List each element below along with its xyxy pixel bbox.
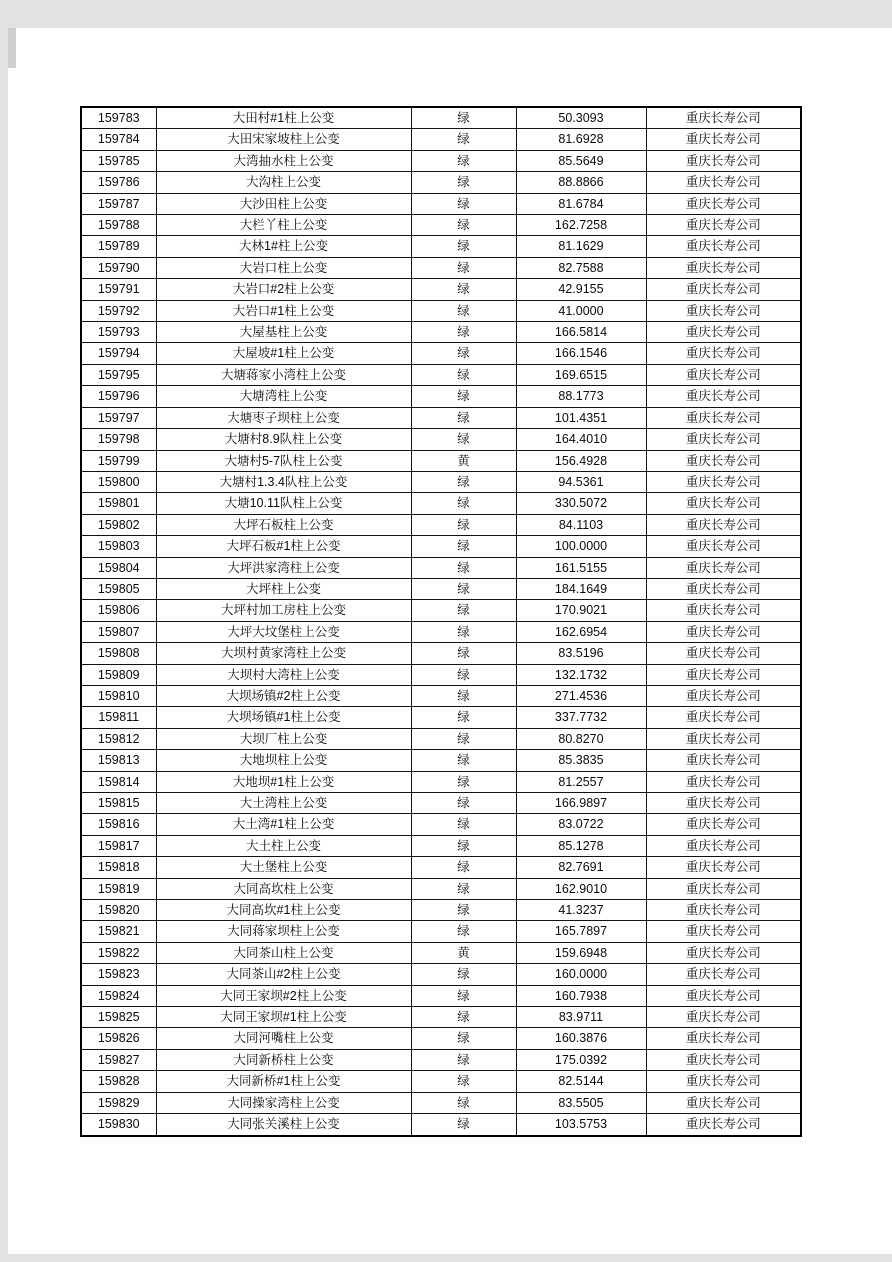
cell-id: 159788 — [81, 215, 156, 236]
cell-status: 绿 — [411, 1028, 516, 1049]
cell-status: 绿 — [411, 643, 516, 664]
cell-status: 绿 — [411, 964, 516, 985]
cell-name: 大塘枣子坝柱上公变 — [156, 407, 411, 428]
cell-name: 大同河嘴柱上公变 — [156, 1028, 411, 1049]
cell-value: 94.5361 — [516, 471, 646, 492]
cell-name: 大塘蒋家小湾柱上公变 — [156, 364, 411, 385]
table-row — [81, 857, 801, 878]
cell-status: 绿 — [411, 578, 516, 599]
cell-name: 大同蒋家坝柱上公变 — [156, 921, 411, 942]
cell-name: 大同新桥#1柱上公变 — [156, 1071, 411, 1092]
cell-id: 159794 — [81, 343, 156, 364]
cell-name: 大塘村8.9队柱上公变 — [156, 429, 411, 450]
cell-status: 绿 — [411, 279, 516, 300]
page-edge-shade — [8, 28, 16, 68]
cell-name: 大湾抽水柱上公变 — [156, 150, 411, 171]
cell-value: 81.6784 — [516, 193, 646, 214]
cell-company: 重庆长寿公司 — [646, 750, 801, 771]
cell-company: 重庆长寿公司 — [646, 942, 801, 963]
cell-status: 绿 — [411, 664, 516, 685]
cell-status: 绿 — [411, 1007, 516, 1028]
cell-id: 159805 — [81, 578, 156, 599]
cell-value: 175.0392 — [516, 1049, 646, 1070]
cell-id: 159787 — [81, 193, 156, 214]
cell-name: 大土湾柱上公变 — [156, 793, 411, 814]
table-row — [81, 557, 801, 578]
cell-name: 大坪洪家湾柱上公变 — [156, 557, 411, 578]
cell-name: 大坝场镇#1柱上公变 — [156, 707, 411, 728]
cell-name: 大栏丫柱上公变 — [156, 215, 411, 236]
cell-name: 大岩口#2柱上公变 — [156, 279, 411, 300]
cell-id: 159786 — [81, 172, 156, 193]
cell-id: 159818 — [81, 857, 156, 878]
cell-value: 83.5196 — [516, 643, 646, 664]
cell-name: 大沙田柱上公变 — [156, 193, 411, 214]
cell-value: 81.6928 — [516, 129, 646, 150]
table-row — [81, 536, 801, 557]
cell-name: 大同高坎#1柱上公变 — [156, 900, 411, 921]
cell-status: 绿 — [411, 1092, 516, 1113]
table-row — [81, 835, 801, 856]
cell-id: 159804 — [81, 557, 156, 578]
table-row — [81, 493, 801, 514]
cell-status: 绿 — [411, 172, 516, 193]
table-row — [81, 1071, 801, 1092]
table-row — [81, 172, 801, 193]
table-row — [81, 621, 801, 642]
cell-company: 重庆长寿公司 — [646, 493, 801, 514]
cell-name: 大林1#柱上公变 — [156, 236, 411, 257]
cell-value: 80.8270 — [516, 728, 646, 749]
table-row — [81, 814, 801, 835]
cell-value: 165.7897 — [516, 921, 646, 942]
table-row — [81, 300, 801, 321]
cell-company: 重庆长寿公司 — [646, 685, 801, 706]
cell-value: 162.9010 — [516, 878, 646, 899]
cell-status: 绿 — [411, 193, 516, 214]
cell-value: 83.0722 — [516, 814, 646, 835]
table-row — [81, 279, 801, 300]
table-row — [81, 964, 801, 985]
cell-name: 大土柱上公变 — [156, 835, 411, 856]
cell-company: 重庆长寿公司 — [646, 279, 801, 300]
cell-status: 绿 — [411, 750, 516, 771]
cell-company: 重庆长寿公司 — [646, 215, 801, 236]
transformer-table — [80, 106, 802, 1137]
cell-name: 大坝村黄家湾柱上公变 — [156, 643, 411, 664]
cell-status: 绿 — [411, 921, 516, 942]
cell-name: 大同王家坝#2柱上公变 — [156, 985, 411, 1006]
cell-value: 169.6515 — [516, 364, 646, 385]
cell-status: 绿 — [411, 322, 516, 343]
cell-status: 绿 — [411, 835, 516, 856]
table-row — [81, 985, 801, 1006]
cell-status: 绿 — [411, 536, 516, 557]
cell-company: 重庆长寿公司 — [646, 193, 801, 214]
cell-id: 159797 — [81, 407, 156, 428]
cell-name: 大岩口#1柱上公变 — [156, 300, 411, 321]
cell-name: 大同茶山柱上公变 — [156, 942, 411, 963]
cell-company: 重庆长寿公司 — [646, 857, 801, 878]
cell-name: 大田村#1柱上公变 — [156, 107, 411, 129]
cell-id: 159825 — [81, 1007, 156, 1028]
table-row — [81, 322, 801, 343]
cell-id: 159783 — [81, 107, 156, 129]
cell-status: 绿 — [411, 600, 516, 621]
cell-status: 绿 — [411, 514, 516, 535]
cell-value: 164.4010 — [516, 429, 646, 450]
cell-id: 159823 — [81, 964, 156, 985]
cell-company: 重庆长寿公司 — [646, 643, 801, 664]
cell-id: 159807 — [81, 621, 156, 642]
cell-status: 绿 — [411, 129, 516, 150]
cell-name: 大坪石板柱上公变 — [156, 514, 411, 535]
cell-value: 50.3093 — [516, 107, 646, 129]
cell-name: 大坪村加工房柱上公变 — [156, 600, 411, 621]
cell-status: 绿 — [411, 707, 516, 728]
cell-value: 41.0000 — [516, 300, 646, 321]
table-row — [81, 1114, 801, 1136]
cell-id: 159809 — [81, 664, 156, 685]
cell-company: 重庆长寿公司 — [646, 536, 801, 557]
cell-company: 重庆长寿公司 — [646, 322, 801, 343]
cell-id: 159812 — [81, 728, 156, 749]
cell-company: 重庆长寿公司 — [646, 1028, 801, 1049]
cell-value: 330.5072 — [516, 493, 646, 514]
table-row — [81, 900, 801, 921]
table-row — [81, 386, 801, 407]
cell-id: 159784 — [81, 129, 156, 150]
cell-company: 重庆长寿公司 — [646, 107, 801, 129]
cell-id: 159806 — [81, 600, 156, 621]
cell-value: 83.5505 — [516, 1092, 646, 1113]
table-row — [81, 685, 801, 706]
cell-status: 绿 — [411, 814, 516, 835]
table-row — [81, 429, 801, 450]
cell-name: 大屋基柱上公变 — [156, 322, 411, 343]
cell-company: 重庆长寿公司 — [646, 985, 801, 1006]
cell-id: 159819 — [81, 878, 156, 899]
cell-id: 159816 — [81, 814, 156, 835]
table-row — [81, 600, 801, 621]
cell-company: 重庆长寿公司 — [646, 835, 801, 856]
table-row — [81, 578, 801, 599]
cell-name: 大塘村1.3.4队柱上公变 — [156, 471, 411, 492]
cell-id: 159822 — [81, 942, 156, 963]
cell-company: 重庆长寿公司 — [646, 471, 801, 492]
cell-name: 大坪石板#1柱上公变 — [156, 536, 411, 557]
table-row — [81, 514, 801, 535]
cell-id: 159810 — [81, 685, 156, 706]
table-row — [81, 236, 801, 257]
cell-status: 绿 — [411, 793, 516, 814]
cell-value: 81.2557 — [516, 771, 646, 792]
cell-company: 重庆长寿公司 — [646, 900, 801, 921]
cell-name: 大坪大坟堡柱上公变 — [156, 621, 411, 642]
cell-value: 162.7258 — [516, 215, 646, 236]
cell-status: 绿 — [411, 364, 516, 385]
cell-id: 159824 — [81, 985, 156, 1006]
cell-status: 绿 — [411, 1114, 516, 1136]
cell-id: 159803 — [81, 536, 156, 557]
cell-status: 绿 — [411, 107, 516, 129]
cell-status: 绿 — [411, 900, 516, 921]
cell-value: 84.1103 — [516, 514, 646, 535]
cell-id: 159808 — [81, 643, 156, 664]
cell-name: 大坝村大湾柱上公变 — [156, 664, 411, 685]
cell-company: 重庆长寿公司 — [646, 300, 801, 321]
cell-status: 绿 — [411, 985, 516, 1006]
cell-value: 166.5814 — [516, 322, 646, 343]
cell-status: 绿 — [411, 429, 516, 450]
cell-value: 82.7588 — [516, 257, 646, 278]
cell-name: 大屋坡#1柱上公变 — [156, 343, 411, 364]
cell-status: 绿 — [411, 150, 516, 171]
cell-id: 159830 — [81, 1114, 156, 1136]
table-row — [81, 793, 801, 814]
cell-id: 159815 — [81, 793, 156, 814]
cell-value: 82.7691 — [516, 857, 646, 878]
cell-company: 重庆长寿公司 — [646, 921, 801, 942]
cell-id: 159796 — [81, 386, 156, 407]
cell-id: 159820 — [81, 900, 156, 921]
cell-company: 重庆长寿公司 — [646, 1049, 801, 1070]
cell-id: 159785 — [81, 150, 156, 171]
cell-value: 101.4351 — [516, 407, 646, 428]
cell-name: 大坝厂柱上公变 — [156, 728, 411, 749]
cell-value: 132.1732 — [516, 664, 646, 685]
cell-company: 重庆长寿公司 — [646, 707, 801, 728]
cell-company: 重庆长寿公司 — [646, 964, 801, 985]
table-body — [81, 107, 801, 1136]
cell-company: 重庆长寿公司 — [646, 771, 801, 792]
cell-status: 绿 — [411, 878, 516, 899]
cell-id: 159821 — [81, 921, 156, 942]
cell-status: 绿 — [411, 557, 516, 578]
cell-company: 重庆长寿公司 — [646, 514, 801, 535]
cell-name: 大同王家坝#1柱上公变 — [156, 1007, 411, 1028]
cell-value: 85.5649 — [516, 150, 646, 171]
table-row — [81, 707, 801, 728]
cell-company: 重庆长寿公司 — [646, 878, 801, 899]
cell-name: 大岩口柱上公变 — [156, 257, 411, 278]
cell-id: 159789 — [81, 236, 156, 257]
cell-id: 159828 — [81, 1071, 156, 1092]
cell-status: 绿 — [411, 1071, 516, 1092]
cell-company: 重庆长寿公司 — [646, 429, 801, 450]
cell-id: 159826 — [81, 1028, 156, 1049]
cell-name: 大同高坎柱上公变 — [156, 878, 411, 899]
table-row — [81, 471, 801, 492]
cell-company: 重庆长寿公司 — [646, 793, 801, 814]
cell-status: 绿 — [411, 493, 516, 514]
cell-company: 重庆长寿公司 — [646, 1114, 801, 1136]
cell-status: 绿 — [411, 857, 516, 878]
cell-status: 绿 — [411, 300, 516, 321]
cell-company: 重庆长寿公司 — [646, 578, 801, 599]
cell-value: 85.3835 — [516, 750, 646, 771]
cell-value: 160.0000 — [516, 964, 646, 985]
cell-company: 重庆长寿公司 — [646, 664, 801, 685]
cell-status: 绿 — [411, 257, 516, 278]
cell-id: 159799 — [81, 450, 156, 471]
cell-status: 绿 — [411, 685, 516, 706]
cell-status: 绿 — [411, 471, 516, 492]
cell-company: 重庆长寿公司 — [646, 129, 801, 150]
table-row — [81, 643, 801, 664]
cell-value: 160.3876 — [516, 1028, 646, 1049]
cell-value: 160.7938 — [516, 985, 646, 1006]
cell-id: 159827 — [81, 1049, 156, 1070]
cell-value: 337.7732 — [516, 707, 646, 728]
cell-value: 42.9155 — [516, 279, 646, 300]
table-row — [81, 771, 801, 792]
cell-value: 170.9021 — [516, 600, 646, 621]
table-row — [81, 215, 801, 236]
table-row — [81, 878, 801, 899]
cell-company: 重庆长寿公司 — [646, 1092, 801, 1113]
cell-id: 159814 — [81, 771, 156, 792]
cell-value: 100.0000 — [516, 536, 646, 557]
cell-value: 103.5753 — [516, 1114, 646, 1136]
cell-status: 绿 — [411, 407, 516, 428]
cell-company: 重庆长寿公司 — [646, 343, 801, 364]
cell-value: 88.1773 — [516, 386, 646, 407]
cell-company: 重庆长寿公司 — [646, 621, 801, 642]
cell-company: 重庆长寿公司 — [646, 1007, 801, 1028]
cell-name: 大土湾#1柱上公变 — [156, 814, 411, 835]
cell-id: 159801 — [81, 493, 156, 514]
cell-status: 绿 — [411, 1049, 516, 1070]
table-row — [81, 1092, 801, 1113]
cell-value: 82.5144 — [516, 1071, 646, 1092]
cell-value: 81.1629 — [516, 236, 646, 257]
cell-company: 重庆长寿公司 — [646, 407, 801, 428]
cell-company: 重庆长寿公司 — [646, 450, 801, 471]
cell-value: 161.5155 — [516, 557, 646, 578]
cell-name: 大坪柱上公变 — [156, 578, 411, 599]
cell-status: 绿 — [411, 621, 516, 642]
cell-name: 大沟柱上公变 — [156, 172, 411, 193]
cell-company: 重庆长寿公司 — [646, 386, 801, 407]
cell-status: 黄 — [411, 942, 516, 963]
cell-name: 大地坝#1柱上公变 — [156, 771, 411, 792]
cell-id: 159800 — [81, 471, 156, 492]
cell-id: 159793 — [81, 322, 156, 343]
cell-value: 159.6948 — [516, 942, 646, 963]
cell-id: 159813 — [81, 750, 156, 771]
cell-value: 41.3237 — [516, 900, 646, 921]
cell-status: 绿 — [411, 771, 516, 792]
table-row — [81, 343, 801, 364]
cell-status: 绿 — [411, 215, 516, 236]
cell-name: 大田宋家坡柱上公变 — [156, 129, 411, 150]
cell-value: 166.1546 — [516, 343, 646, 364]
cell-name: 大塘10.11队柱上公变 — [156, 493, 411, 514]
cell-status: 绿 — [411, 236, 516, 257]
table-row — [81, 407, 801, 428]
table-row — [81, 364, 801, 385]
cell-company: 重庆长寿公司 — [646, 728, 801, 749]
table-row — [81, 1049, 801, 1070]
cell-status: 绿 — [411, 728, 516, 749]
table-row — [81, 107, 801, 129]
cell-id: 159795 — [81, 364, 156, 385]
cell-company: 重庆长寿公司 — [646, 236, 801, 257]
cell-name: 大坝场镇#2柱上公变 — [156, 685, 411, 706]
cell-id: 159802 — [81, 514, 156, 535]
cell-company: 重庆长寿公司 — [646, 172, 801, 193]
cell-company: 重庆长寿公司 — [646, 257, 801, 278]
document-page — [8, 28, 892, 1254]
cell-id: 159811 — [81, 707, 156, 728]
cell-name: 大塘湾柱上公变 — [156, 386, 411, 407]
table-row — [81, 921, 801, 942]
cell-value: 166.9897 — [516, 793, 646, 814]
table-row — [81, 728, 801, 749]
table-row — [81, 664, 801, 685]
cell-company: 重庆长寿公司 — [646, 364, 801, 385]
table-row — [81, 193, 801, 214]
cell-status: 绿 — [411, 386, 516, 407]
cell-company: 重庆长寿公司 — [646, 557, 801, 578]
cell-id: 159791 — [81, 279, 156, 300]
cell-id: 159792 — [81, 300, 156, 321]
cell-value: 162.6954 — [516, 621, 646, 642]
cell-status: 绿 — [411, 343, 516, 364]
cell-value: 271.4536 — [516, 685, 646, 706]
cell-name: 大土堡柱上公变 — [156, 857, 411, 878]
cell-name: 大同操家湾柱上公变 — [156, 1092, 411, 1113]
cell-id: 159829 — [81, 1092, 156, 1113]
cell-company: 重庆长寿公司 — [646, 600, 801, 621]
table-row — [81, 257, 801, 278]
cell-name: 大塘村5-7队柱上公变 — [156, 450, 411, 471]
table-row — [81, 1007, 801, 1028]
cell-name: 大同新桥柱上公变 — [156, 1049, 411, 1070]
cell-name: 大同张关溪柱上公变 — [156, 1114, 411, 1136]
table-row — [81, 942, 801, 963]
table-row — [81, 750, 801, 771]
cell-id: 159790 — [81, 257, 156, 278]
table-row — [81, 1028, 801, 1049]
cell-name: 大地坝柱上公变 — [156, 750, 411, 771]
cell-company: 重庆长寿公司 — [646, 814, 801, 835]
table-row — [81, 129, 801, 150]
cell-company: 重庆长寿公司 — [646, 150, 801, 171]
cell-name: 大同茶山#2柱上公变 — [156, 964, 411, 985]
cell-value: 184.1649 — [516, 578, 646, 599]
table-row — [81, 150, 801, 171]
table-row — [81, 450, 801, 471]
cell-value: 88.8866 — [516, 172, 646, 193]
cell-id: 159798 — [81, 429, 156, 450]
cell-status: 黄 — [411, 450, 516, 471]
cell-company: 重庆长寿公司 — [646, 1071, 801, 1092]
cell-value: 85.1278 — [516, 835, 646, 856]
cell-value: 156.4928 — [516, 450, 646, 471]
cell-id: 159817 — [81, 835, 156, 856]
cell-value: 83.9711 — [516, 1007, 646, 1028]
